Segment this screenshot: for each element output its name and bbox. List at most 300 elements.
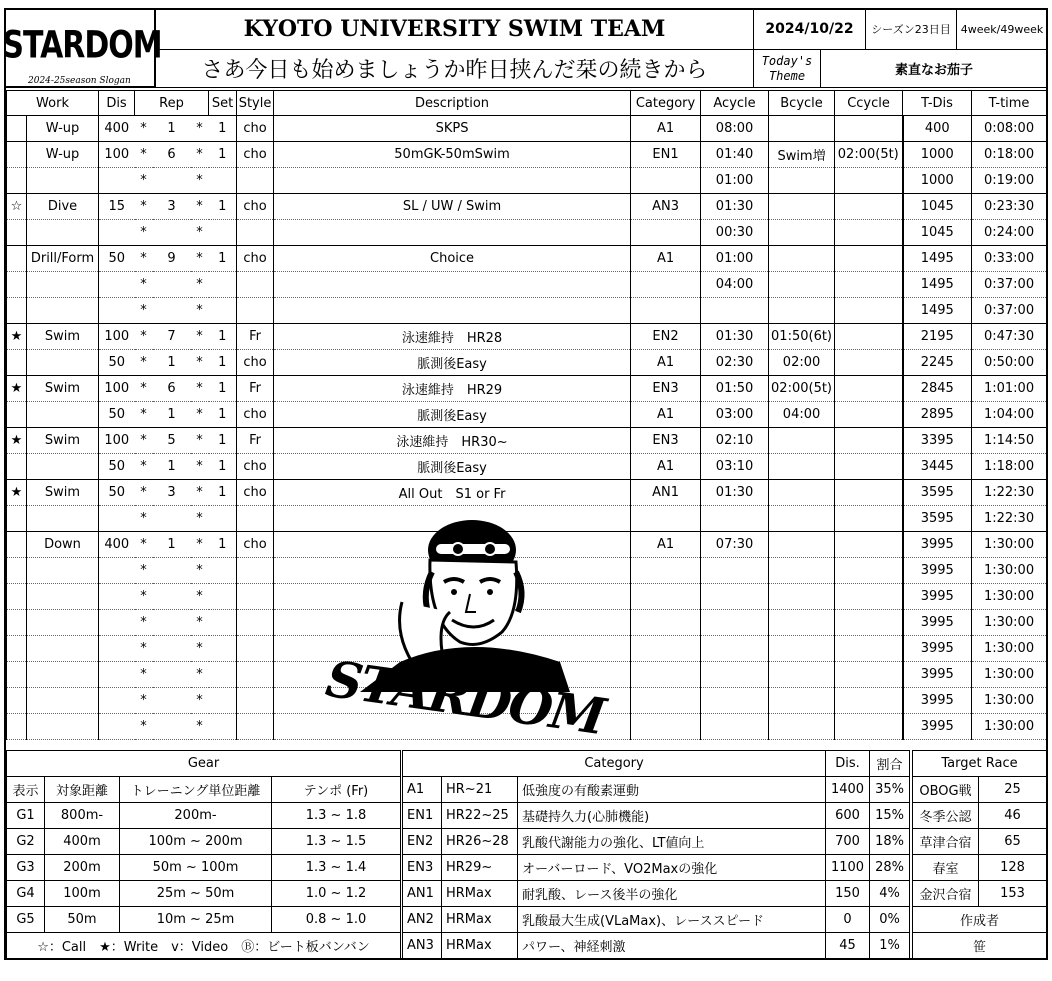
tdis-cell: 1495 (903, 246, 972, 272)
ccycle-cell (835, 298, 903, 324)
rep-cell (153, 714, 191, 740)
ccycle-cell (835, 376, 903, 402)
rep-cell (153, 272, 191, 298)
ccycle-cell (835, 532, 903, 558)
times-mark: * (191, 558, 209, 584)
acycle-cell (701, 688, 769, 714)
target-row (913, 855, 1047, 881)
work-cell (27, 168, 99, 194)
dis-cell: 100 (99, 376, 135, 402)
gear-target: 400m (45, 829, 120, 855)
target-row (913, 803, 1047, 829)
category-dis: 1400 (826, 777, 870, 803)
style-cell (237, 298, 274, 324)
bcycle-cell: 04:00 (769, 402, 835, 428)
target-row (913, 881, 1047, 907)
ttime-cell: 1:30:00 (972, 688, 1047, 714)
times-mark: * (191, 376, 209, 402)
work-cell (27, 558, 99, 584)
work-cell (27, 662, 99, 688)
category-dis: 150 (826, 881, 870, 907)
rep-cell (153, 506, 191, 532)
ttime-cell: 1:18:00 (972, 454, 1047, 480)
ccycle-cell (835, 272, 903, 298)
rep-cell (153, 168, 191, 194)
times-mark: * (191, 454, 209, 480)
work-cell: Drill/Form (27, 246, 99, 272)
acycle-cell: 01:00 (701, 246, 769, 272)
style-cell (237, 584, 274, 610)
set-cell: 1 (209, 376, 237, 402)
times-mark: * (135, 272, 153, 298)
times-mark: * (135, 454, 153, 480)
category-cell: A1 (631, 532, 701, 558)
row-mark (7, 142, 27, 168)
bcycle-cell (769, 298, 835, 324)
work-cell (27, 714, 99, 740)
dis-cell: 50 (99, 350, 135, 376)
category-ratio: 15% (870, 803, 910, 829)
times-mark: * (135, 376, 153, 402)
times-mark: * (135, 116, 153, 142)
description-cell (274, 220, 631, 246)
acycle-cell: 02:30 (701, 350, 769, 376)
gear-row (7, 803, 401, 829)
description-cell: 泳速維持 HR28 (274, 324, 631, 350)
gear-target: 200m (45, 855, 120, 881)
times-mark: * (135, 142, 153, 168)
category-cell: EN2 (631, 324, 701, 350)
ttime-cell: 1:04:00 (972, 402, 1047, 428)
bcycle-cell (769, 272, 835, 298)
description-cell: Choice (274, 246, 631, 272)
style-cell (237, 220, 274, 246)
row-mark (7, 350, 27, 376)
times-mark: * (191, 714, 209, 740)
style-cell: cho (237, 194, 274, 220)
ttime-cell: 1:30:00 (972, 636, 1047, 662)
gear-code: G4 (7, 881, 45, 907)
category-desc: 耐乳酸、レース後半の強化 (518, 881, 826, 907)
category-dis: 45 (826, 933, 870, 959)
row-mark (7, 558, 27, 584)
set-cell (209, 610, 237, 636)
gear-tempo: 1.3 ~ 1.5 (272, 829, 401, 855)
ccycle-cell (835, 402, 903, 428)
rep-cell: 1 (153, 116, 191, 142)
ttime-cell: 0:33:00 (972, 246, 1047, 272)
category-code: EN2 (403, 829, 442, 855)
times-mark: * (135, 506, 153, 532)
rep-cell (153, 610, 191, 636)
category-table (402, 750, 910, 959)
ccycle-cell (835, 610, 903, 636)
bcycle-cell: 02:00 (769, 350, 835, 376)
ttime-cell: 1:30:00 (972, 532, 1047, 558)
gear-col-tempo: テンポ (Fr) (272, 777, 401, 803)
race-name: 春室 (913, 855, 979, 881)
gear-tempo: 0.8 ~ 1.0 (272, 907, 401, 933)
category-hr: HRMax (442, 881, 518, 907)
category-code: AN2 (403, 907, 442, 933)
category-ratio: 4% (870, 881, 910, 907)
times-mark: * (191, 350, 209, 376)
workout-row (7, 246, 1047, 272)
category-code: EN1 (403, 803, 442, 829)
rep-cell: 6 (153, 376, 191, 402)
times-mark: * (135, 168, 153, 194)
category-row (403, 907, 910, 933)
work-cell (27, 454, 99, 480)
style-cell (237, 610, 274, 636)
category-cell (631, 610, 701, 636)
dis-cell (99, 714, 135, 740)
dis-cell (99, 662, 135, 688)
work-cell: Swim (27, 324, 99, 350)
category-dis: 700 (826, 829, 870, 855)
style-cell: Fr (237, 428, 274, 454)
gear-code: G2 (7, 829, 45, 855)
rep-cell (153, 662, 191, 688)
ttime-cell: 0:37:00 (972, 298, 1047, 324)
dis-cell (99, 636, 135, 662)
style-cell: cho (237, 142, 274, 168)
times-mark: * (135, 610, 153, 636)
dis-cell (99, 610, 135, 636)
work-cell (27, 506, 99, 532)
ttime-cell: 0:23:30 (972, 194, 1047, 220)
col-rep: Rep (135, 91, 209, 116)
ttime-cell: 1:14:50 (972, 428, 1047, 454)
workout-row (7, 376, 1047, 402)
col-ttime: T-time (972, 91, 1047, 116)
row-mark (7, 116, 27, 142)
dis-cell: 100 (99, 324, 135, 350)
row-mark (7, 454, 27, 480)
times-mark: * (135, 402, 153, 428)
bcycle-cell (769, 662, 835, 688)
category-desc: パワー、神経刺激 (518, 933, 826, 959)
acycle-cell: 01:30 (701, 194, 769, 220)
dis-cell: 50 (99, 480, 135, 506)
bcycle-cell (769, 506, 835, 532)
dis-cell (99, 688, 135, 714)
col-ccycle: Ccycle (835, 91, 903, 116)
category-cell: AN3 (631, 194, 701, 220)
category-hr: HR26~28 (442, 829, 518, 855)
workout-row (7, 142, 1047, 168)
style-cell: Fr (237, 376, 274, 402)
row-mark (7, 168, 27, 194)
col-work: Work (7, 91, 99, 116)
workout-header-row (7, 91, 1047, 116)
times-mark: * (135, 194, 153, 220)
set-cell: 1 (209, 246, 237, 272)
style-cell: cho (237, 246, 274, 272)
category-row (403, 881, 910, 907)
category-desc: 基礎持久力(心肺機能) (518, 803, 826, 829)
style-cell: Fr (237, 324, 274, 350)
gear-tempo: 1.3 ~ 1.4 (272, 855, 401, 881)
ttime-cell: 0:37:00 (972, 272, 1047, 298)
bcycle-cell (769, 194, 835, 220)
workout-row (7, 116, 1047, 142)
bcycle-cell (769, 246, 835, 272)
ccycle-cell (835, 428, 903, 454)
row-mark (7, 610, 27, 636)
ccycle-cell (835, 246, 903, 272)
acycle-cell: 01:30 (701, 324, 769, 350)
rep-cell: 1 (153, 454, 191, 480)
ccycle-cell (835, 116, 903, 142)
set-cell (209, 636, 237, 662)
category-desc: 乳酸代謝能力の強化、LT値向上 (518, 829, 826, 855)
race-days: 65 (979, 829, 1047, 855)
col-description: Description (274, 91, 631, 116)
category-ratio-label: 割合 (870, 751, 910, 777)
set-cell: 1 (209, 194, 237, 220)
slogan: さあ今日も始めましょうか昨日挟んだ栞の続きから (155, 49, 754, 88)
times-mark: * (191, 142, 209, 168)
gear-code: G1 (7, 803, 45, 829)
style-cell: cho (237, 350, 274, 376)
ccycle-cell (835, 688, 903, 714)
workout-row (7, 350, 1047, 376)
set-cell: 1 (209, 324, 237, 350)
category-cell: AN1 (631, 480, 701, 506)
times-mark: * (135, 428, 153, 454)
dis-cell: 100 (99, 428, 135, 454)
ttime-cell: 1:01:00 (972, 376, 1047, 402)
tdis-cell: 3995 (903, 688, 972, 714)
race-days: 128 (979, 855, 1047, 881)
workout-row (7, 168, 1047, 194)
gear-row (7, 855, 401, 881)
workout-row (7, 272, 1047, 298)
category-cell: A1 (631, 454, 701, 480)
tdis-cell: 1045 (903, 194, 972, 220)
ttime-cell: 0:08:00 (972, 116, 1047, 142)
row-mark (7, 298, 27, 324)
workout-row (7, 194, 1047, 220)
times-mark: * (135, 480, 153, 506)
row-mark (7, 662, 27, 688)
row-mark (7, 688, 27, 714)
gear-header-row (7, 777, 401, 803)
category-cell (631, 168, 701, 194)
dis-cell: 50 (99, 402, 135, 428)
ttime-cell: 1:22:30 (972, 480, 1047, 506)
times-mark: * (135, 350, 153, 376)
rep-cell (153, 636, 191, 662)
acycle-cell: 08:00 (701, 116, 769, 142)
style-cell (237, 506, 274, 532)
style-cell (237, 272, 274, 298)
rep-cell (153, 558, 191, 584)
category-code: A1 (403, 777, 442, 803)
team-title: KYOTO UNIVERSITY SWIM TEAM (155, 8, 754, 50)
work-cell: Swim (27, 480, 99, 506)
bcycle-cell (769, 116, 835, 142)
tdis-cell: 2895 (903, 402, 972, 428)
gear-col-target: 対象距離 (45, 777, 120, 803)
col-acycle: Acycle (701, 91, 769, 116)
category-cell: EN1 (631, 142, 701, 168)
bcycle-cell (769, 610, 835, 636)
ttime-cell: 0:18:00 (972, 142, 1047, 168)
category-hr: HR~21 (442, 777, 518, 803)
set-cell (209, 688, 237, 714)
bcycle-cell (769, 428, 835, 454)
acycle-cell (701, 298, 769, 324)
acycle-cell: 01:50 (701, 376, 769, 402)
tdis-cell: 1495 (903, 272, 972, 298)
dis-cell (99, 298, 135, 324)
tdis-cell: 1045 (903, 220, 972, 246)
ttime-cell: 1:30:00 (972, 584, 1047, 610)
gear-target: 800m- (45, 803, 120, 829)
race-name: 冬季公認 (913, 803, 979, 829)
race-days: 153 (979, 881, 1047, 907)
set-cell: 1 (209, 402, 237, 428)
row-mark (7, 584, 27, 610)
category-cell: A1 (631, 246, 701, 272)
dis-cell: 15 (99, 194, 135, 220)
slogan-label: 2024-25season Slogan (28, 76, 131, 86)
set-cell (209, 220, 237, 246)
rep-cell: 6 (153, 142, 191, 168)
gear-unit: 50m ~ 100m (120, 855, 272, 881)
category-cell (631, 636, 701, 662)
ccycle-cell (835, 714, 903, 740)
acycle-cell: 04:00 (701, 272, 769, 298)
tdis-cell: 1000 (903, 142, 972, 168)
set-cell: 1 (209, 454, 237, 480)
gear-title: Gear (7, 751, 401, 777)
bcycle-cell (769, 454, 835, 480)
gear-code: G3 (7, 855, 45, 881)
ccycle-cell (835, 454, 903, 480)
times-mark: * (191, 584, 209, 610)
category-cell (631, 662, 701, 688)
tdis-cell: 1495 (903, 298, 972, 324)
category-ratio: 28% (870, 855, 910, 881)
times-mark: * (135, 688, 153, 714)
set-cell (209, 168, 237, 194)
times-mark: * (191, 506, 209, 532)
tdis-cell: 3995 (903, 558, 972, 584)
acycle-cell: 01:40 (701, 142, 769, 168)
row-mark (7, 506, 27, 532)
workout-row (7, 480, 1047, 506)
description-cell: 脈測後Easy (274, 454, 631, 480)
tdis-cell: 2245 (903, 350, 972, 376)
description-cell: 泳速維持 HR29 (274, 376, 631, 402)
category-ratio: 18% (870, 829, 910, 855)
style-cell (237, 714, 274, 740)
times-mark: * (191, 220, 209, 246)
rep-cell: 3 (153, 480, 191, 506)
tdis-cell: 3995 (903, 532, 972, 558)
ccycle-cell: 02:00(5t) (835, 142, 903, 168)
race-name: 草津合宿 (913, 829, 979, 855)
rep-cell: 7 (153, 324, 191, 350)
gear-tempo: 1.0 ~ 1.2 (272, 881, 401, 907)
description-cell: 泳速維持 HR30~ (274, 428, 631, 454)
row-mark (7, 272, 27, 298)
bcycle-cell (769, 220, 835, 246)
category-row (403, 829, 910, 855)
gear-tempo: 1.3 ~ 1.8 (272, 803, 401, 829)
category-dis: 1100 (826, 855, 870, 881)
dis-cell: 400 (99, 116, 135, 142)
gear-unit: 100m ~ 200m (120, 829, 272, 855)
target-row (913, 829, 1047, 855)
acycle-cell (701, 610, 769, 636)
category-cell: EN3 (631, 376, 701, 402)
style-cell: cho (237, 402, 274, 428)
times-mark: * (191, 298, 209, 324)
category-desc: 低強度の有酸素運動 (518, 777, 826, 803)
times-mark: * (191, 324, 209, 350)
bcycle-cell (769, 714, 835, 740)
category-dis: 0 (826, 907, 870, 933)
dis-cell: 400 (99, 532, 135, 558)
ccycle-cell (835, 350, 903, 376)
row-mark: ☆ (7, 194, 27, 220)
work-cell: W-up (27, 116, 99, 142)
bcycle-cell (769, 480, 835, 506)
col-category: Category (631, 91, 701, 116)
description-cell (274, 168, 631, 194)
gear-unit: 25m ~ 50m (120, 881, 272, 907)
category-ratio: 1% (870, 933, 910, 959)
category-cell (631, 714, 701, 740)
gear-unit: 10m ~ 25m (120, 907, 272, 933)
times-mark: * (191, 272, 209, 298)
rep-cell: 1 (153, 402, 191, 428)
rep-cell (153, 584, 191, 610)
category-desc: 乳酸最大生成(VLaMax)、レーススピード (518, 907, 826, 933)
rep-cell: 9 (153, 246, 191, 272)
bcycle-cell (769, 558, 835, 584)
tdis-cell: 2845 (903, 376, 972, 402)
acycle-cell (701, 662, 769, 688)
description-cell: SL / UW / Swim (274, 194, 631, 220)
style-cell: cho (237, 532, 274, 558)
category-cell (631, 298, 701, 324)
bcycle-cell (769, 688, 835, 714)
category-cell (631, 220, 701, 246)
tdis-cell: 3595 (903, 506, 972, 532)
set-cell: 1 (209, 350, 237, 376)
row-mark (7, 532, 27, 558)
tdis-cell: 1000 (903, 168, 972, 194)
category-hr: HRMax (442, 907, 518, 933)
bcycle-cell (769, 168, 835, 194)
gear-target: 50m (45, 907, 120, 933)
times-mark: * (135, 324, 153, 350)
dis-cell (99, 584, 135, 610)
ttime-cell: 1:30:00 (972, 662, 1047, 688)
gear-row (7, 829, 401, 855)
category-cell (631, 558, 701, 584)
times-mark: * (191, 532, 209, 558)
category-row (403, 777, 910, 803)
ccycle-cell (835, 324, 903, 350)
workout-row (7, 220, 1047, 246)
rep-cell: 3 (153, 194, 191, 220)
